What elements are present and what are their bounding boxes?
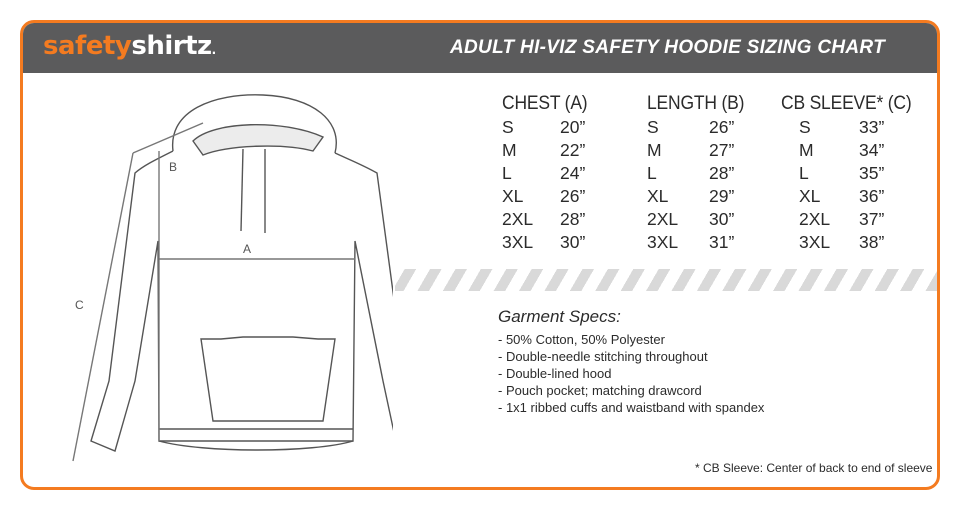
label-c: C — [75, 298, 84, 312]
table-row: S 20” — [502, 117, 586, 137]
table-row: S 26” — [647, 117, 735, 137]
table-row: 3XL 30” — [502, 232, 586, 252]
table-row: XL 29” — [647, 186, 735, 206]
column-header-sleeve: CB SLEEVE* (C) — [781, 93, 912, 114]
table-row: XL 26” — [502, 186, 586, 206]
table-row: M 34” — [799, 140, 885, 160]
chart-title: ADULT HI-VIZ SAFETY HOODIE SIZING CHART — [450, 37, 885, 58]
column-header-chest: CHEST (A) — [502, 93, 588, 114]
table-row: L 24” — [502, 163, 586, 183]
table-row: 2XL 30” — [647, 209, 735, 229]
sizing-chart-card — [20, 20, 940, 490]
specs-title: Garment Specs: — [498, 307, 621, 326]
table-row: 3XL 31” — [647, 232, 735, 252]
table-row: S 33” — [799, 117, 885, 137]
header-bar — [23, 23, 937, 73]
drawcord-left — [241, 149, 243, 231]
garment-specs — [498, 307, 764, 416]
table-row: M 27” — [647, 140, 735, 160]
sleeve-dim-line-top — [133, 123, 203, 153]
hood-lining — [193, 125, 323, 155]
spec-item: - Double-lined hood — [498, 366, 612, 381]
table-row: M 22” — [502, 140, 586, 160]
label-a: A — [243, 242, 252, 256]
sleeve-column — [781, 93, 923, 255]
brand-logo: safetyshirtz. — [43, 31, 216, 61]
spec-item: - Pouch pocket; matching drawcord — [498, 383, 702, 398]
footnote: * CB Sleeve: Center of back to end of sleeve — [695, 461, 933, 475]
label-b: B — [169, 160, 178, 174]
table-row: 2XL 28” — [502, 209, 586, 229]
hem — [159, 441, 353, 450]
table-row: L 35” — [799, 163, 885, 183]
length-column — [647, 93, 753, 255]
hazard-stripe-band — [395, 269, 937, 291]
table-row: 3XL 38” — [799, 232, 885, 252]
table-row: L 28” — [647, 163, 735, 183]
table-row: XL 36” — [799, 186, 885, 206]
spec-item: - 50% Cotton, 50% Polyester — [498, 332, 665, 347]
pouch-pocket — [201, 337, 335, 421]
table-row: 2XL 37” — [799, 209, 885, 229]
chest-column — [502, 93, 595, 255]
spec-item: - 1x1 ribbed cuffs and waistband with spandex — [498, 400, 765, 415]
column-header-length: LENGTH (B) — [647, 93, 745, 114]
spec-item: - Double-needle stitching throughout — [498, 349, 708, 364]
hoodie-diagram — [43, 81, 393, 471]
